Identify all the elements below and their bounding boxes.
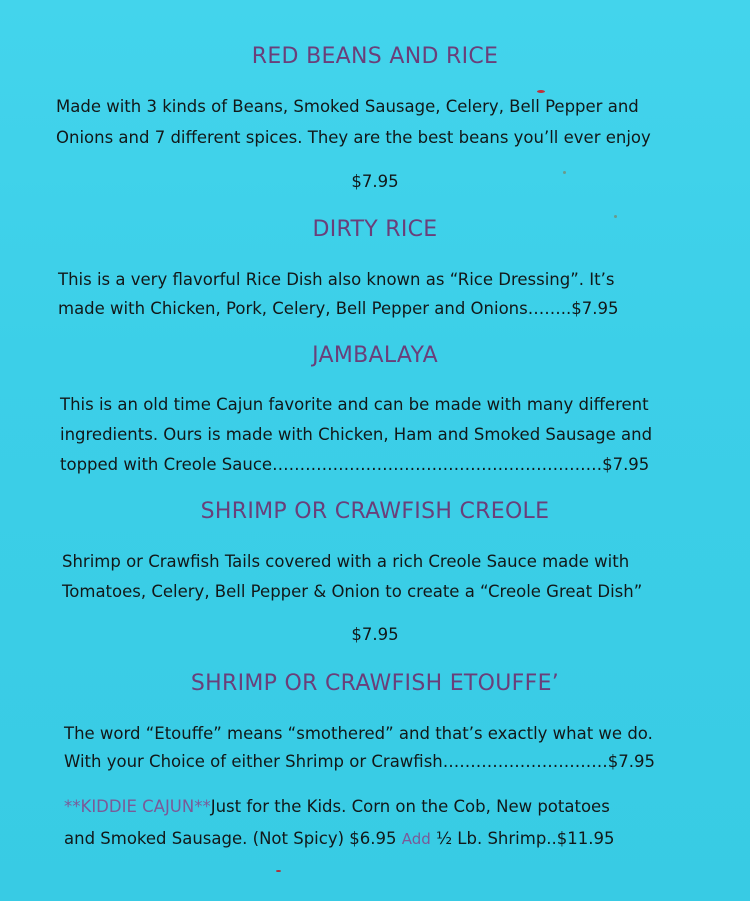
- jambalaya-desc-line-3: topped with Creole Sauce……………………………………………………$7.95: [60, 455, 650, 474]
- etouffee-desc-line-1: The word “Etouffe” means “smothered” and that’s exactly what we do.: [64, 724, 653, 743]
- kiddie-add-label: Add: [401, 830, 431, 848]
- etouffee-title: SHRIMP OR CRAWFISH ETOUFFE’: [190, 671, 560, 696]
- red-speck-mark: [537, 90, 545, 93]
- speck-mark: [614, 215, 617, 218]
- red-beans-title: RED BEANS AND RICE: [251, 44, 499, 69]
- red-beans-desc-line-2: Onions and 7 different spices. They are the best beans you’ll ever enjoy: [56, 128, 651, 147]
- speck-mark: [563, 171, 566, 174]
- creole-title: SHRIMP OR CRAWFISH CREOLE: [200, 499, 550, 524]
- red-beans-price: $7.95: [351, 172, 399, 191]
- creole-price: $7.95: [351, 625, 399, 644]
- jambalaya-desc-line-1: This is an old time Cajun favorite and can be made with many different: [60, 395, 649, 414]
- red-beans-desc-line-1: Made with 3 kinds of Beans, Smoked Sausage, Celery, Bell Pepper and: [56, 97, 639, 116]
- jambalaya-desc-line-2: ingredients. Ours is made with Chicken, Ham and Smoked Sausage and: [60, 425, 653, 444]
- etouffee-desc-line-2: With your Choice of either Shrimp or Crawfish…………………………$7.95: [64, 752, 655, 771]
- kiddie-line-1: [64, 797, 610, 816]
- creole-desc-line-2: Tomatoes, Celery, Bell Pepper & Onion to create a “Creole Great Dish”: [62, 582, 643, 601]
- red-speck-mark: [276, 870, 281, 872]
- creole-desc-line-1: Shrimp or Crawfish Tails covered with a rich Creole Sauce made with: [62, 552, 630, 571]
- dirty-rice-title: DIRTY RICE: [312, 217, 438, 242]
- kiddie-title: **KIDDIE CAJUN**: [64, 797, 211, 816]
- jambalaya-title: JAMBALAYA: [312, 343, 438, 368]
- dirty-rice-desc-line-2: made with Chicken, Pork, Celery, Bell Pepper and Onions……..$7.95: [58, 299, 619, 318]
- kiddie-shrimp-addon: ½ Lb. Shrimp..$11.95: [436, 829, 615, 848]
- kiddie-desc-line-1: Just for the Kids. Corn on the Cob, New potatoes: [210, 797, 610, 816]
- kiddie-desc-line-2: and Smoked Sausage. (Not Spicy) $6.95: [64, 829, 397, 848]
- dirty-rice-desc-line-1: This is a very flavorful Rice Dish also known as “Rice Dressing”. It’s: [58, 270, 615, 289]
- kiddie-line-2: [64, 829, 615, 848]
